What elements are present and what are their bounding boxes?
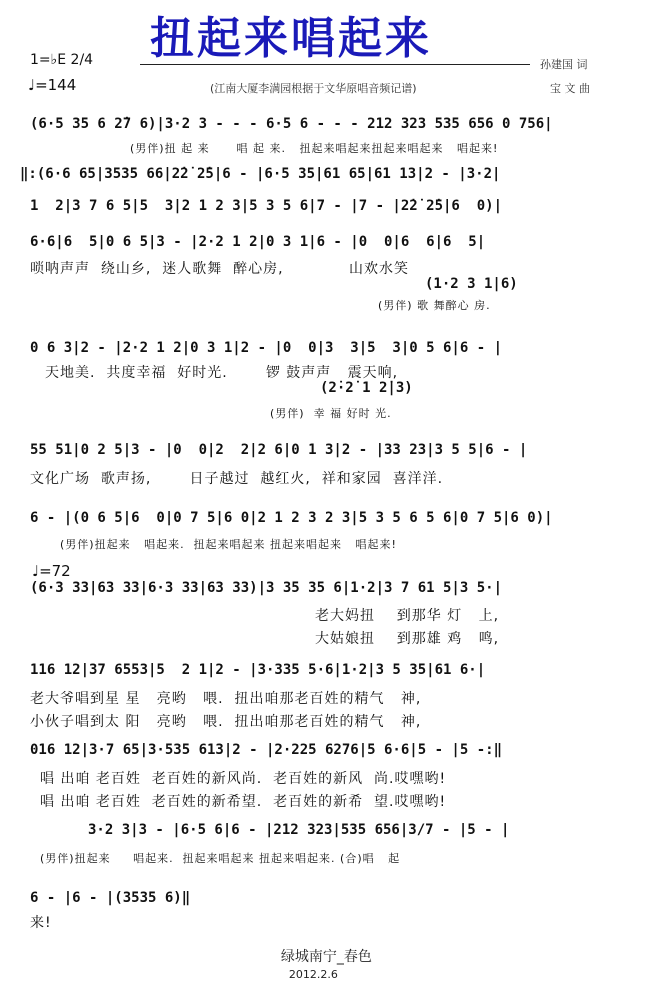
notation-row: 1 2|3 7 6 5|5 3|2 1 2 3|5 3 5 6|7 - |7 - |2̇2̇ 2̇5|6 0)| [30, 198, 503, 214]
lyric-row: 大姑娘扭 到那雄 鸡 鸣, [315, 631, 500, 647]
notation-row: 6 - |6 - |(3535 6)‖ [30, 890, 191, 906]
composer-credit: 宝 文 曲 [550, 82, 590, 95]
tempo-marking: ♩=144 [28, 76, 77, 94]
notation-row: (6·5 35 6 2̇7 6)|3·2 3 - - - 6·5 6 - - - 212 323 535 656 0 756| [30, 116, 553, 132]
lyric-row: 老大爷唱到星 星 亮哟 喂. 扭出咱那老百姓的精气 神, [30, 691, 422, 707]
transcription-note: (江南大厦李满园根据于文华原唱音频记谱) [210, 82, 417, 95]
lyric-row: 来! [30, 915, 52, 931]
notation-row: 116 12|37 6553|5 2 1|2 - |3·335 5·6|1·2|3 5 35|61 6·| [30, 662, 486, 678]
notation-row: 6·6|6 5|0 6 5|3 - |2·2 1 2|0 3 1|6 - |0 0|6 6|6 5| [30, 234, 486, 250]
title-underline [140, 64, 530, 65]
notation-row: (6·3 33|63 33|6·3 33|63 33)|3 35 35 6|1·2|3 7 61 5|3 5·| [30, 580, 503, 596]
lyric-row: (男伴)扭起来 唱起来. 扭起来唱起来 扭起来唱起来. (合)唱 起 [40, 852, 401, 865]
song-title: 扭起来唱起来 [150, 13, 432, 64]
lyric-row: 唢呐声声 绕山乡, 迷人歌舞 醉心房, 山欢水笑 [30, 261, 410, 277]
lyric-row: 小伙子唱到太 阳 亮哟 喂. 扭出咱那老百姓的精气 神, [30, 714, 422, 730]
lyric-row: (男伴) 歌 舞醉心 房. [378, 299, 491, 312]
lyric-row: 文化广场 歌声扬, 日子越过 越红火, 祥和家园 喜洋洋. [30, 471, 444, 487]
notation-row: (2̇·2̇ 1 2̇|3) [320, 380, 413, 396]
notation-row: 6 - |(0 6 5|6 0|0 7 5|6 0|2 1 2 3 2 3|5 3 5 6 5 6|0 7 5|6 0)| [30, 510, 553, 526]
lyric-row: (男伴)扭起来 唱起来. 扭起来唱起来 扭起来唱起来 唱起来! [60, 538, 397, 551]
lyric-row: (男伴) 幸 福 好时 光. [270, 407, 392, 420]
lyricist-credit: 孙建国 词 [540, 58, 588, 71]
notation-row: 3·2 3|3 - |6·5 6|6 - |212 323|535 656|3/7 - |5 - | [88, 822, 510, 838]
notation-row: 55 51|0 2 5|3 - |0 0|2 2|2 6|0 1 3|2 - |33 23|3 5 5|6 - | [30, 442, 528, 458]
footer [272, 930, 372, 982]
key-signature: 1=♭E 2/4 [30, 52, 94, 68]
notation-row: 016 12|3·7 65|3·535 613|2 - |2·225 6276|5 6·6|5 - |5 -:‖ [30, 742, 503, 758]
lyric-row: (男伴)扭 起 来 唱 起 来. 扭起来唱起来扭起来唱起来 唱起来! [130, 142, 499, 155]
footer-date: 2012.2.6 [288, 968, 338, 981]
lyric-row: 天地美. 共度幸福 好时光. 锣 鼓声声 震天响, [45, 365, 399, 381]
lyric-row: 老大妈扭 到那华 灯 上, [315, 608, 500, 624]
lyric-row: 唱 出咱 老百姓 老百姓的新风尚. 老百姓的新风 尚.哎嘿哟! [40, 771, 447, 787]
notation-row: 0 6 3|2 - |2·2 1 2|0 3 1|2 - |0 0|3 3|5 3|0 5 6|6 - | [30, 340, 503, 356]
tempo-marking-section-2: ♩=72 [32, 562, 71, 580]
notation-row: ‖:(6·6 65|3535 66|2̇2̇ 2̇5|6 - |6·5 35|61 65|61 13|2 - |3·2| [20, 166, 501, 182]
notation-row: (1·2 3 1|6) [425, 276, 518, 292]
footer-credit: 绿城南宁_春色 [280, 949, 372, 965]
lyric-row: 唱 出咱 老百姓 老百姓的新希望. 老百姓的新希 望.哎嘿哟! [40, 794, 447, 810]
